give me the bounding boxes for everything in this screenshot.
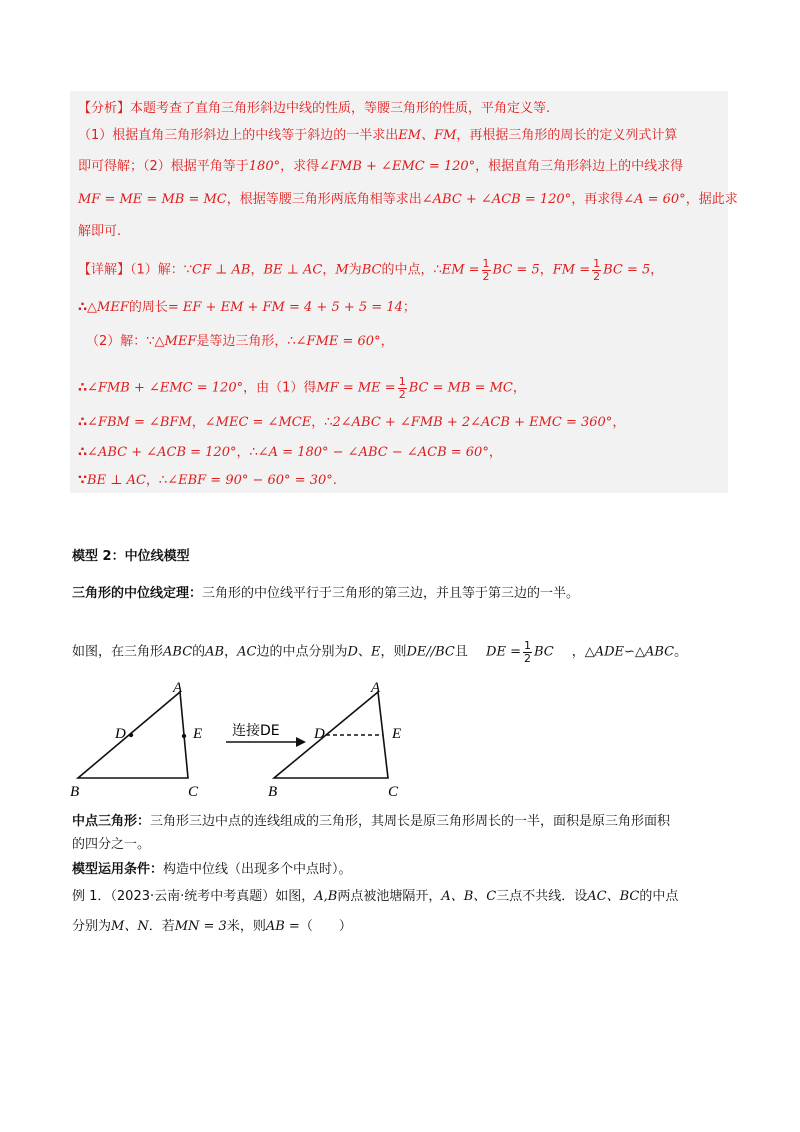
text: ， bbox=[539, 262, 553, 278]
detail-line-3 bbox=[86, 335, 394, 348]
math: BC = 5 bbox=[603, 262, 651, 278]
therefore-symbol: ∴ bbox=[78, 300, 88, 315]
math: M、N bbox=[111, 919, 149, 934]
text: 解即可. bbox=[78, 224, 122, 239]
text: ，据此求 bbox=[685, 192, 738, 207]
text: ， bbox=[488, 445, 502, 460]
math: ∠ABC + ∠ACB = 120° bbox=[87, 445, 237, 460]
therefore-symbol: ∴ bbox=[78, 380, 88, 396]
text: ，再求得 bbox=[571, 192, 624, 207]
math: △MEF bbox=[87, 300, 129, 315]
figure-description-line bbox=[72, 640, 687, 664]
math: ∠A = 60° bbox=[623, 192, 686, 207]
midpoint-e-dot bbox=[182, 734, 186, 738]
math: E bbox=[370, 644, 381, 660]
math: ∠MEC = ∠MCE bbox=[204, 415, 312, 430]
text: ，根据等腰三角形两底角相等求出 bbox=[226, 192, 422, 207]
conditions-line bbox=[72, 863, 352, 876]
label-d-left: D bbox=[115, 726, 126, 742]
math: FM = bbox=[552, 262, 591, 278]
denominator: 2 bbox=[398, 387, 406, 401]
fraction bbox=[523, 640, 532, 664]
text: 即可得解；（2）根据平角等于 bbox=[78, 159, 249, 174]
detail-line-2 bbox=[78, 301, 416, 314]
text: 米，则 bbox=[226, 919, 266, 934]
heading-text: 模型 2：中位线模型 bbox=[72, 549, 190, 564]
midpoint-d-dot bbox=[129, 733, 133, 737]
math: ABC bbox=[163, 644, 193, 660]
analysis-box bbox=[70, 91, 728, 493]
math: = EF + EM + FM = 4 + 5 + 5 = 14 bbox=[167, 300, 403, 315]
text: 的中点，∴ bbox=[381, 262, 442, 278]
text: 边的中点分别为 bbox=[256, 644, 348, 660]
text: 的中点 bbox=[639, 889, 679, 904]
math: ∠EBF = 90° − 60° = 30° bbox=[167, 473, 333, 488]
math: BE ⊥ AC bbox=[87, 473, 146, 488]
analysis-line-2 bbox=[78, 129, 677, 142]
text: ，∴ bbox=[311, 415, 333, 430]
detail-line-5 bbox=[78, 416, 625, 429]
conditions-label: 模型运用条件： bbox=[72, 862, 164, 877]
arrow-head-icon bbox=[296, 737, 306, 747]
text: ．若 bbox=[148, 919, 175, 934]
midpoint-triangle-line-2 bbox=[72, 838, 150, 851]
math: BC bbox=[361, 262, 382, 278]
because-symbol: ∵ bbox=[78, 473, 88, 488]
fraction bbox=[398, 376, 407, 400]
text: （2）解：∵ bbox=[86, 334, 155, 349]
math: △MEF bbox=[154, 334, 197, 349]
math: AB = bbox=[265, 919, 300, 934]
text: 、 bbox=[357, 644, 371, 660]
math: MN = 3 bbox=[174, 919, 227, 934]
math: ∠FMB + ∠EMC = 120° bbox=[319, 159, 476, 174]
text: ， bbox=[512, 380, 526, 396]
numerator: 1 bbox=[523, 639, 531, 652]
midline-figure bbox=[68, 680, 428, 800]
text: （ ） bbox=[299, 919, 352, 934]
math: ∠FME = 60° bbox=[295, 334, 381, 349]
label-e-right: E bbox=[392, 726, 402, 742]
analysis-line-4 bbox=[78, 193, 738, 206]
label-a-left: A bbox=[173, 680, 183, 696]
label-c-right: C bbox=[388, 784, 399, 800]
text: 的四分之一。 bbox=[72, 837, 151, 852]
text: ，∴ bbox=[145, 473, 168, 488]
numerator: 1 bbox=[398, 375, 406, 388]
example-line-1 bbox=[72, 890, 678, 903]
math: AC、BC bbox=[587, 889, 640, 904]
denominator: 2 bbox=[523, 651, 531, 665]
text: ，求得 bbox=[280, 159, 320, 174]
math: MF = ME = MB = MC bbox=[78, 192, 227, 207]
text: ， bbox=[191, 415, 205, 430]
detail-line-1 bbox=[78, 258, 663, 282]
midpoint-label: 中点三角形： bbox=[72, 814, 151, 829]
math: A,B bbox=[314, 889, 338, 904]
numerator: 1 bbox=[482, 257, 490, 270]
text: 且 bbox=[454, 644, 468, 660]
analysis-line-5 bbox=[78, 225, 121, 238]
math: 2∠ABC + ∠FMB + 2∠ACB + EMC = 360° bbox=[332, 415, 613, 430]
math: AC bbox=[237, 644, 257, 660]
midpoint-triangle-line-1 bbox=[72, 815, 670, 828]
text: 如图，在三角形 bbox=[72, 644, 164, 660]
theorem-line bbox=[72, 587, 579, 600]
text: 。 bbox=[674, 644, 688, 660]
text: （1）根据直角三角形斜边上的中线等于斜边的一半求出 bbox=[78, 128, 399, 143]
label-b-left: B bbox=[70, 784, 80, 800]
analysis-line-3 bbox=[78, 160, 683, 173]
text: 两点被池塘隔开， bbox=[337, 889, 442, 904]
text: 三点不共线．设 bbox=[496, 889, 588, 904]
label-a-right: A bbox=[371, 680, 381, 696]
text: 分别为 bbox=[72, 919, 112, 934]
math: M bbox=[335, 262, 349, 278]
math: MF = ME = bbox=[316, 380, 396, 396]
math: A、B、C bbox=[441, 889, 497, 904]
label-c-left: C bbox=[188, 784, 199, 800]
text: 是等边三角形，∴ bbox=[196, 334, 296, 349]
math: BC bbox=[533, 644, 554, 660]
math: ∠ABC + ∠ACB = 120° bbox=[421, 192, 572, 207]
example-line-2 bbox=[72, 920, 352, 933]
math: BC = MB = MC bbox=[408, 380, 513, 396]
text: 例 1．（2023·云南·统考中考真题）如图， bbox=[72, 889, 315, 904]
theorem-label: 三角形的中位线定理： bbox=[72, 586, 203, 601]
text: 三角形三边中点的连线组成的三角形，其周长是原三角形周长的一半，面积是原三角形面积 bbox=[150, 814, 671, 829]
fraction bbox=[482, 258, 491, 282]
detail-line-4 bbox=[78, 376, 526, 400]
theorem-text: 三角形的中位线平行于三角形的第三边，并且等于第三边的一半。 bbox=[202, 586, 580, 601]
math: EM、FM bbox=[398, 128, 457, 143]
text: ； bbox=[402, 300, 416, 315]
arrow-label: 连接DE bbox=[232, 723, 280, 739]
math: ∠FBM = ∠BFM bbox=[87, 415, 192, 430]
text: 的周长 bbox=[128, 300, 168, 315]
math: △ADE∽△ABC bbox=[584, 644, 675, 660]
therefore-symbol: ∴ bbox=[78, 445, 88, 460]
text: ，根据直角三角形斜边上的中线求得 bbox=[475, 159, 684, 174]
math: DE//BC bbox=[406, 644, 455, 660]
math: D bbox=[347, 644, 358, 660]
text: 【详解】（1）解：∵ bbox=[78, 262, 193, 278]
text: ，∴ bbox=[236, 445, 258, 460]
text: . bbox=[332, 473, 337, 488]
math: 180° bbox=[248, 159, 281, 174]
label-d-right: D bbox=[314, 726, 325, 742]
therefore-symbol: ∴ bbox=[78, 415, 88, 430]
label-b-right: B bbox=[268, 784, 278, 800]
math: EM = bbox=[441, 262, 480, 278]
analysis-line-1 bbox=[78, 102, 550, 115]
detail-line-6 bbox=[78, 446, 502, 459]
detail-line-7 bbox=[78, 474, 337, 487]
section-heading bbox=[72, 550, 190, 563]
text: ， bbox=[380, 334, 394, 349]
text: ， bbox=[612, 415, 626, 430]
denominator: 2 bbox=[482, 269, 490, 283]
text: ， bbox=[224, 644, 238, 660]
analysis-text: 【分析】本题考查了直角三角形斜边中线的性质，等腰三角形的性质，平角定义等. bbox=[78, 101, 551, 116]
text: ， bbox=[250, 262, 264, 278]
text: ， bbox=[322, 262, 336, 278]
math: CF ⊥ AB bbox=[192, 262, 251, 278]
math: ∠A = 180° − ∠ABC − ∠ACB = 60° bbox=[257, 445, 489, 460]
text: ，再根据三角形的周长的定义列式计算 bbox=[456, 128, 678, 143]
label-e-left: E bbox=[193, 726, 203, 742]
text: 为 bbox=[348, 262, 362, 278]
text: ， bbox=[650, 262, 664, 278]
text: ， bbox=[571, 644, 585, 660]
text: ，则 bbox=[380, 644, 407, 660]
fraction bbox=[592, 258, 601, 282]
text: 构造中位线（出现多个中点时）。 bbox=[163, 862, 352, 877]
math: BC = 5 bbox=[492, 262, 540, 278]
numerator: 1 bbox=[593, 257, 601, 270]
math: ∠FMB + ∠EMC = 120° bbox=[87, 380, 244, 396]
math: BE ⊥ AC bbox=[263, 262, 323, 278]
text: 的 bbox=[192, 644, 206, 660]
denominator: 2 bbox=[593, 269, 601, 283]
text: ，由（1）得 bbox=[243, 380, 317, 396]
math: DE = bbox=[486, 644, 521, 660]
math: AB bbox=[205, 644, 225, 660]
